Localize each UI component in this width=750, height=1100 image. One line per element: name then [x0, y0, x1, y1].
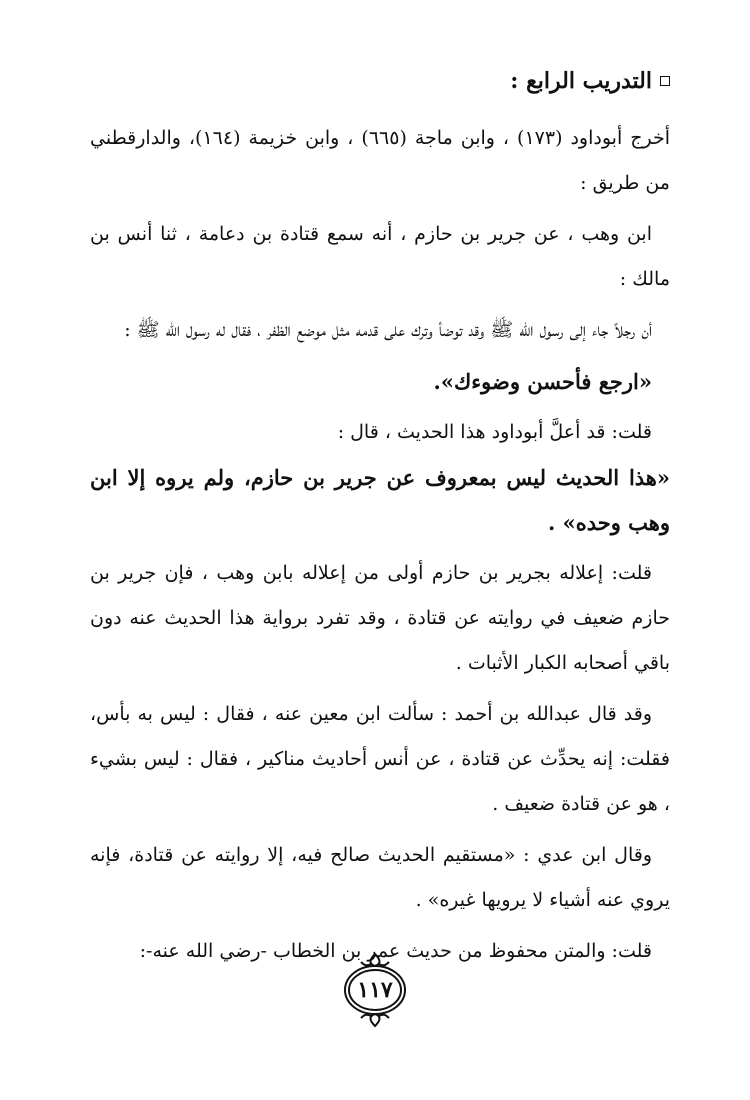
- paragraph-sources: أخرج أبوداود (١٧٣) ، وابن ماجة (٦٦٥) ، وابن خزيمة (١٦٤)، والدارقطني من طريق :: [90, 127, 670, 194]
- section-heading-text: التدريب الرابع :: [510, 68, 652, 94]
- paragraph-conclusion: قلت: والمتن محفوظ من حديث عمر بن الخطاب -رضي الله عنه-:: [139, 940, 652, 962]
- paragraph-commentary: قلت: إعلاله بجرير بن حازم أولى من إعلاله بابن وهب ، فإن جرير بن حازم ضعيف في روايته عن قتادة ، وقد تفرد برواية هذا الحديث عنه دون باقي أصحابه الكبار الأثبات .: [90, 562, 670, 674]
- paragraph-hadith-narrative: أن رجلاً جاء إلى رسول الله ﷺ وقد توضأ وترك على قدمه مثل موضع الظفر ، فقال له رسول الله ﷺ :: [124, 319, 652, 341]
- paragraph-hadith-quote: «ارجع فأحسن وضوءك».: [433, 369, 652, 394]
- paragraph-abudawud-quote: «هذا الحديث ليس بمعروف عن جرير بن حازم، ولم يروه إلا ابن وهب وحده» .: [90, 465, 670, 535]
- page-body: [90, 60, 670, 980]
- paragraph-abudawud-note: قلت: قد أعلَّ أبوداود هذا الحديث ، قال :: [337, 421, 652, 443]
- paragraph-ibn-adi: وقال ابن عدي : «مستقيم الحديث صالح فيه، إلا روايته عن قتادة، فإنه يروي عنه أشياء لا يرويها غيره» .: [90, 844, 670, 911]
- section-heading: [90, 68, 670, 94]
- page-number: ١١٧: [357, 977, 393, 1003]
- square-bullet-icon: [660, 76, 670, 86]
- paragraph-ibn-maeen: وقد قال عبدالله بن أحمد : سألت ابن معين عنه ، فقال : ليس به بأس، فقلت: إنه يحدِّث عن قتادة ، عن أنس أحاديث مناكير ، فقال : ليس بشيء ، هو عن قتادة ضعيف .: [90, 703, 670, 815]
- page-number-ornament: [331, 950, 419, 1030]
- paragraph-chain: ابن وهب ، عن جرير بن حازم ، أنه سمع قتادة بن دعامة ، ثنا أنس بن مالك :: [90, 223, 670, 290]
